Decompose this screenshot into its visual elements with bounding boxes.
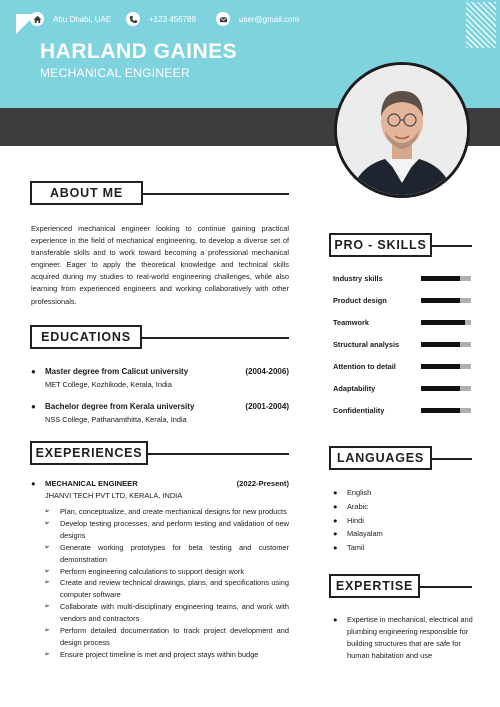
language-item: ● Tamil — [333, 541, 383, 555]
candidate-role: MECHANICAL ENGINEER — [40, 66, 190, 80]
skill-bar-fill — [421, 364, 460, 369]
skill-row — [333, 318, 471, 327]
arrow-right-icon: ➢ — [44, 650, 50, 658]
bullet-icon: ● — [31, 402, 36, 411]
experience-divider — [148, 453, 289, 455]
duty-item: ➢ Plan, conceptualize, and create mechanical designs for new products — [44, 507, 287, 516]
experience-company: JHANVI TECH PVT LTD, KERALA, INDIA — [45, 491, 183, 500]
skills-heading: PRO - SKILLS — [329, 233, 432, 257]
about-text: Experienced mechanical engineer looking to continue gaining practical experience in the field of mechanical engineering, to develop a diverse set of transferable skills and to work toward becoming a professional mechanical engineer. Eager to apply the theoretical knowledge and technical skills acquired during my studies to real-world engineering challenges, while also learning from experienced engineers and working collaboratively with other professionals. — [31, 224, 289, 306]
bullet-icon: ● — [333, 515, 338, 525]
profile-photo — [337, 65, 467, 195]
arrow-right-icon: ➢ — [44, 567, 50, 575]
arrow-right-icon: ➢ — [44, 579, 50, 587]
skill-row — [333, 362, 471, 371]
bullet-icon: ● — [333, 543, 338, 553]
skill-bar — [421, 408, 471, 413]
skill-bar — [421, 276, 471, 281]
language-item: ● Malayalam — [333, 527, 383, 541]
bullet-icon: ● — [31, 367, 36, 376]
arrow-right-icon: ➢ — [44, 627, 50, 635]
duty-item: ➢ Collaborate with multi-disciplinary engineering teams, and work with vendors and contractors — [44, 602, 289, 624]
skill-name: Attention to detail — [333, 362, 396, 371]
language-item: ● Arabic — [333, 500, 383, 514]
phone-icon — [126, 12, 140, 26]
duty-item: ➢ Perform engineering calculations to support design work — [44, 566, 245, 576]
skill-bar-fill — [421, 320, 465, 325]
about-heading: ABOUT ME — [30, 181, 143, 205]
skill-bar — [421, 298, 471, 303]
location-text: Abu Dhabi, UAE — [53, 14, 112, 24]
education-item — [31, 367, 289, 389]
education-years: (2001-2004) — [245, 402, 289, 411]
bullet-icon: ● — [333, 529, 338, 539]
duty-item: ➢ Generate working prototypes for beta testing and customer demonstration — [44, 542, 289, 564]
bullet-icon: ● — [333, 615, 338, 624]
skill-row — [333, 274, 471, 283]
skill-row — [333, 406, 471, 415]
languages-heading: LANGUAGES — [329, 446, 432, 470]
profile-photo-frame — [334, 62, 470, 198]
skill-bar — [421, 386, 471, 391]
skill-bar — [421, 364, 471, 369]
education-degree: Bachelor degree from Kerala university — [45, 402, 195, 411]
experience-entry — [31, 479, 289, 500]
candidate-name: HARLAND GAINES — [40, 40, 238, 63]
contact-location — [30, 12, 111, 26]
phone-text: +123 456789 — [149, 14, 196, 24]
expertise-divider — [420, 586, 472, 588]
skill-bar-fill — [421, 408, 460, 413]
education-degree: Master degree from Calicut university — [45, 367, 189, 376]
skill-row — [333, 296, 471, 305]
skill-name: Structural analysis — [333, 340, 400, 349]
education-school: MET College, Kozhikode, Kerala, India — [45, 380, 172, 389]
skill-bar — [421, 320, 471, 325]
duty-item: ➢ Ensure project timeline is met and project stays within budge — [44, 649, 259, 659]
duty-item: ➢ Develop testing processes, and perform testing and validation of new designs — [44, 518, 289, 540]
education-item — [31, 402, 289, 424]
experience-heading: EXEPERIENCES — [30, 441, 148, 465]
mail-icon — [216, 12, 230, 26]
contact-email[interactable] — [216, 12, 299, 26]
skill-name: Teamwork — [333, 318, 370, 327]
language-item: ● English — [333, 486, 383, 500]
skill-bar-fill — [421, 342, 460, 347]
languages-list — [333, 486, 383, 555]
education-heading: EDUCATIONS — [30, 325, 142, 349]
skill-name: Confidentiality — [333, 406, 385, 415]
skills-divider — [432, 245, 472, 247]
bullet-icon: ● — [333, 501, 338, 511]
expertise-item — [333, 614, 473, 662]
expertise-text: Expertise in mechanical, electrical and plumbing engineering responsible for building structures that are safe for human habitation and use — [347, 615, 473, 661]
skill-name: Product design — [333, 296, 387, 305]
language-item: ● Hindi — [333, 514, 383, 528]
skill-row — [333, 340, 471, 349]
hatch-pattern-decoration — [466, 2, 496, 48]
arrow-right-icon: ➢ — [44, 508, 50, 515]
expertise-heading: EXPERTISE — [329, 574, 420, 598]
education-divider — [142, 337, 289, 339]
languages-divider — [432, 458, 472, 460]
arrow-right-icon: ➢ — [44, 543, 50, 551]
experience-position: MECHANICAL ENGINEER — [45, 479, 138, 488]
about-divider — [143, 193, 289, 195]
arrow-right-icon: ➢ — [44, 519, 50, 527]
education-school: NSS College, Pathanamthitta, Kerala, India — [45, 415, 187, 424]
bullet-icon: ● — [31, 479, 36, 488]
education-years: (2004-2006) — [245, 367, 289, 376]
skill-bar-fill — [421, 298, 460, 303]
home-icon — [30, 12, 44, 26]
experience-duties — [44, 506, 289, 661]
skill-bar-fill — [421, 276, 460, 281]
skill-name: Industry skills — [333, 274, 383, 283]
experience-period: (2022-Present) — [236, 479, 289, 488]
email-text[interactable]: user@gmail.com — [239, 14, 300, 24]
skill-bar-fill — [421, 386, 460, 391]
duty-item: ➢ Perform detailed documentation to track project development and design process — [44, 626, 289, 647]
skill-row — [333, 384, 471, 393]
contact-phone — [126, 12, 196, 26]
bullet-icon: ● — [333, 488, 338, 497]
duty-item: ➢ Create and review technical drawings, plans, and specifications using computer software — [44, 578, 289, 600]
arrow-right-icon: ➢ — [44, 603, 50, 611]
skill-name: Adaptability — [333, 384, 376, 393]
skill-bar — [421, 342, 471, 347]
